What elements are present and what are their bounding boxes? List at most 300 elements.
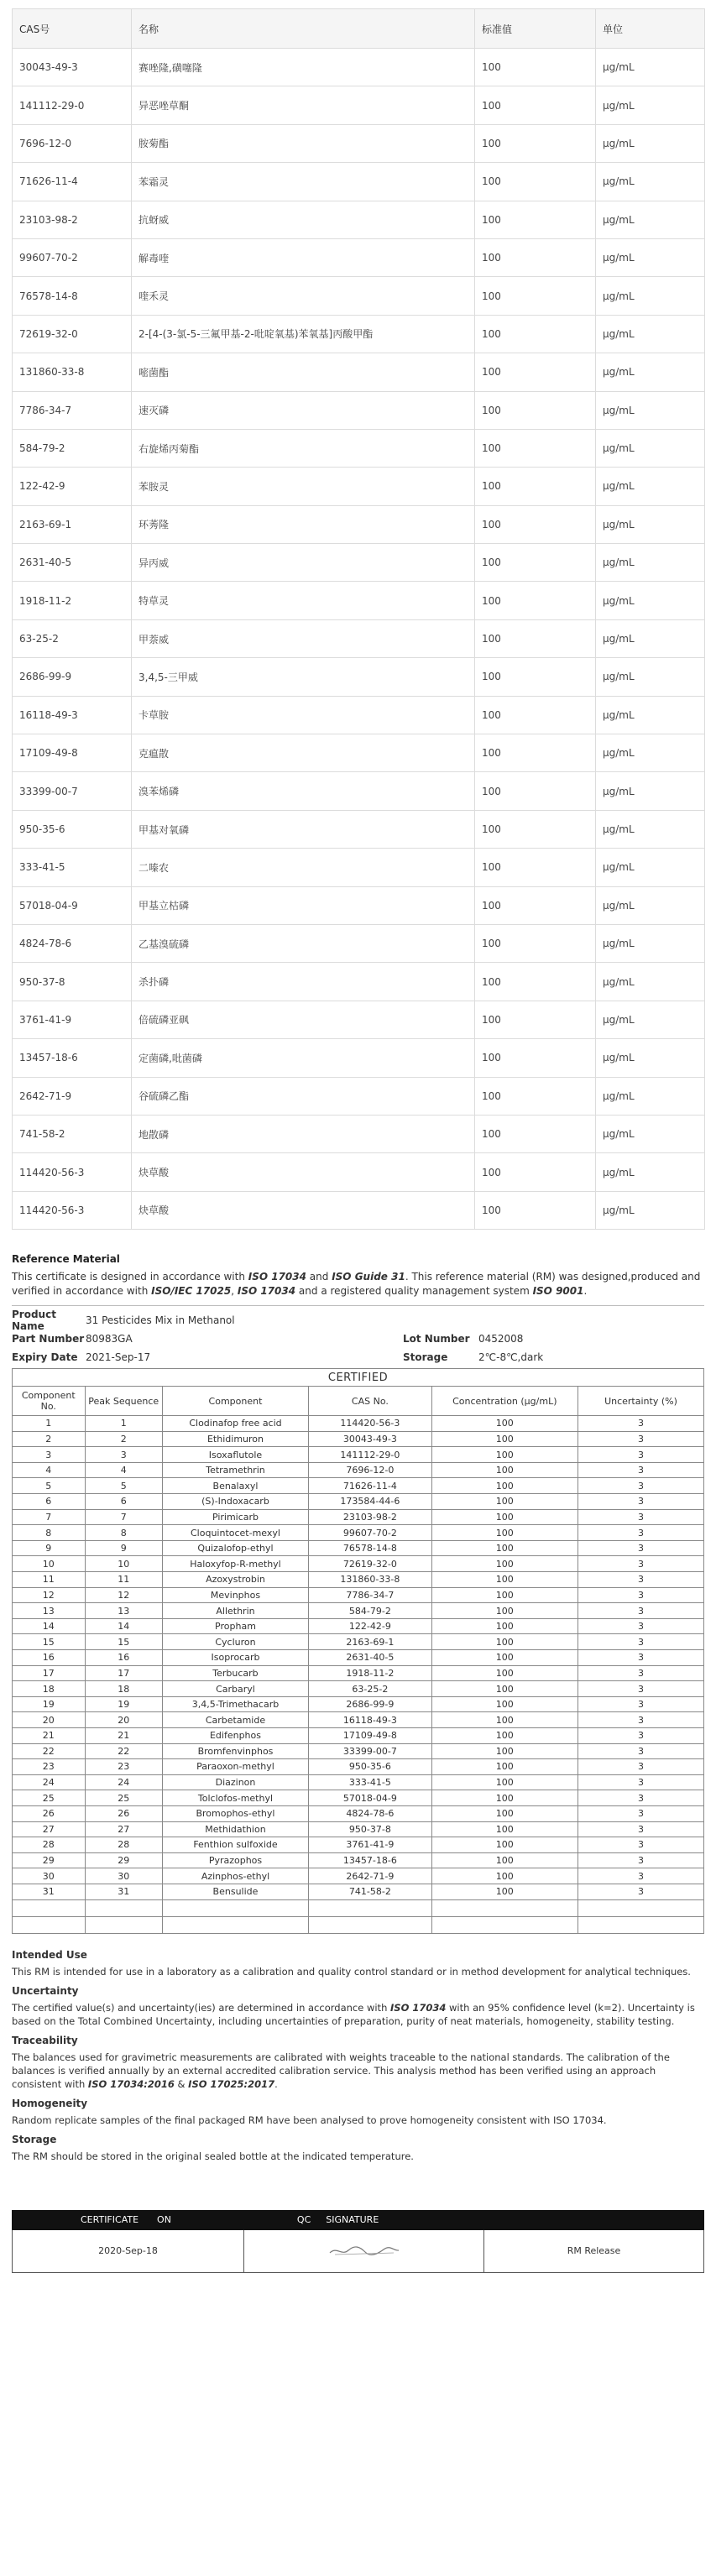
table-cell: Pirimicarb <box>162 1509 308 1525</box>
table-cell: 100 <box>475 544 596 582</box>
table-cell: 100 <box>475 849 596 886</box>
table-cell: μg/mL <box>596 1001 705 1038</box>
table-row <box>13 1790 704 1806</box>
table-cell: 333-41-5 <box>13 849 132 886</box>
table-cell: 嘧菌酯 <box>132 353 475 391</box>
table-cell: μg/mL <box>596 86 705 124</box>
table-cell: 100 <box>475 353 596 391</box>
table-row <box>13 886 705 924</box>
table-cell: 29 <box>13 1852 86 1868</box>
table-row <box>13 163 705 201</box>
certificate <box>12 1253 704 2272</box>
table-cell: 3 <box>578 1431 703 1447</box>
table-cell: 72619-32-0 <box>13 315 132 353</box>
empty-row <box>13 1899 704 1916</box>
table-cell: μg/mL <box>596 849 705 886</box>
table-cell: 3 <box>578 1572 703 1588</box>
table-cell: 114420-56-3 <box>13 1153 132 1191</box>
table-cell: 18 <box>85 1681 162 1697</box>
table-cell: Quizalofop-ethyl <box>162 1540 308 1556</box>
table-cell: Mevinphos <box>162 1587 308 1603</box>
table-cell: 3 <box>578 1650 703 1666</box>
expiry-date-label: Expiry Date <box>12 1351 78 1364</box>
table-row <box>13 201 705 238</box>
table-cell: 13 <box>13 1603 86 1619</box>
table-row <box>13 1509 704 1525</box>
table-cell: 2642-71-9 <box>13 1077 132 1115</box>
table-cell: μg/mL <box>596 391 705 429</box>
table-cell: 右旋烯丙菊酯 <box>132 429 475 467</box>
table-cell: 9 <box>13 1540 86 1556</box>
table-cell: 甲基对氧磷 <box>132 810 475 848</box>
table-cell: 3 <box>578 1696 703 1712</box>
table-cell: 63-25-2 <box>13 619 132 657</box>
table-row <box>13 1727 704 1743</box>
table-cell: 99607-70-2 <box>309 1525 432 1541</box>
empty-cell <box>309 1899 432 1916</box>
info-sections <box>12 1949 704 2163</box>
table-cell: Paraoxon-methyl <box>162 1759 308 1775</box>
traceability-text: The balances used for gravimetric measurements are calibrated with weights traceable to the national standards. The calibration of the balances is verified annually by an external accredited calibration service. This analysis method has been verified using an approach consistent with ISO 17034:2016 & ISO 17025:2017. <box>12 2051 670 2090</box>
table-cell: μg/mL <box>596 544 705 582</box>
table-cell: 950-35-6 <box>309 1759 432 1775</box>
table-cell: 100 <box>475 238 596 276</box>
table-cell: 16 <box>85 1650 162 1666</box>
table-cell: μg/mL <box>596 924 705 962</box>
table-cell: 100 <box>431 1462 578 1478</box>
table-cell: 4 <box>85 1462 162 1478</box>
part-number-value: 80983GA <box>86 1333 133 1345</box>
table-cell: 100 <box>475 49 596 86</box>
homogeneity-title: Homogeneity <box>12 2097 88 2109</box>
table-cell: μg/mL <box>596 238 705 276</box>
table-row <box>13 1821 704 1837</box>
table-cell: μg/mL <box>596 163 705 201</box>
table-cell: 8 <box>85 1525 162 1541</box>
table-cell: 31 <box>85 1884 162 1899</box>
table-row <box>13 582 705 619</box>
table-cell: 333-41-5 <box>309 1774 432 1790</box>
table-cell: 100 <box>431 1681 578 1697</box>
table-row <box>13 963 705 1001</box>
table-cell: 72619-32-0 <box>309 1556 432 1572</box>
table-row <box>13 1712 704 1728</box>
table-cell: 122-42-9 <box>309 1618 432 1634</box>
table-cell: 100 <box>431 1618 578 1634</box>
table-cell: 环莠隆 <box>132 505 475 543</box>
table-cell: 2 <box>85 1431 162 1447</box>
table-cell: 7696-12-0 <box>309 1462 432 1478</box>
table-cell: 741-58-2 <box>309 1884 432 1899</box>
table-cell: 4824-78-6 <box>13 924 132 962</box>
footer-row <box>12 2230 704 2273</box>
table-cell: 3 <box>578 1774 703 1790</box>
table-row <box>13 1805 704 1821</box>
table-row <box>13 772 705 810</box>
certified-header: Component No. <box>13 1387 86 1416</box>
table-row <box>13 391 705 429</box>
table-cell: 3 <box>578 1509 703 1525</box>
table-cell: 8 <box>13 1525 86 1541</box>
table-cell: 173584-44-6 <box>309 1494 432 1510</box>
reference-material-text: This certificate is designed in accordance with ISO 17034 and ISO Guide 31. This reference material (RM) was designed,produced and verified in accordance with ISO/IEC 17025, ISO 17034 and a registered quality management system ISO 9001. <box>12 1271 701 1298</box>
table-cell: 21 <box>13 1727 86 1743</box>
table-cell: 30043-49-3 <box>13 49 132 86</box>
table-row <box>13 658 705 696</box>
table-row <box>13 1696 704 1712</box>
table-cell: 100 <box>475 429 596 467</box>
table-row <box>13 544 705 582</box>
intended-use-text: This RM is intended for use in a laboratory as a calibration and quality control standard or in method development for analytical techniques. <box>12 1965 691 1978</box>
table-cell: 741-58-2 <box>13 1115 132 1152</box>
table-cell: 100 <box>431 1852 578 1868</box>
empty-cell <box>162 1916 308 1933</box>
table-cell: 100 <box>431 1743 578 1759</box>
table-cell: 57018-04-9 <box>13 886 132 924</box>
table-row <box>13 1431 704 1447</box>
table-cell: 17 <box>13 1665 86 1681</box>
table-cell: 28 <box>13 1837 86 1853</box>
table-cell: 7696-12-0 <box>13 124 132 162</box>
table-cell: μg/mL <box>596 1039 705 1077</box>
table-cell: μg/mL <box>596 124 705 162</box>
table-cell: Azinphos-ethyl <box>162 1868 308 1884</box>
table-cell: 3 <box>578 1603 703 1619</box>
table-cell: 7786-34-7 <box>309 1587 432 1603</box>
table-cell: 4 <box>13 1462 86 1478</box>
table-cell: 异丙威 <box>132 544 475 582</box>
table-cell: 3 <box>578 1759 703 1775</box>
table-cell: 122-42-9 <box>13 468 132 505</box>
table-cell: 3 <box>578 1494 703 1510</box>
table-cell: 10 <box>85 1556 162 1572</box>
table-cell: 100 <box>431 1650 578 1666</box>
table-cell: 2631-40-5 <box>13 544 132 582</box>
table-cell: 23 <box>85 1759 162 1775</box>
table-cell: Bromophos-ethyl <box>162 1805 308 1821</box>
table-cell: 3 <box>578 1462 703 1478</box>
table-cell: 2163-69-1 <box>13 505 132 543</box>
table-cell: 卡草胺 <box>132 696 475 734</box>
table-cell: 100 <box>431 1416 578 1432</box>
table-cell: 15 <box>85 1634 162 1650</box>
table-row <box>13 1001 705 1038</box>
table-cell: μg/mL <box>596 505 705 543</box>
table-cell: 21 <box>85 1727 162 1743</box>
table-cell: 20 <box>85 1712 162 1728</box>
table-cell: 100 <box>475 201 596 238</box>
table-cell: 3 <box>578 1634 703 1650</box>
table-cell: 30043-49-3 <box>309 1431 432 1447</box>
table-cell: μg/mL <box>596 468 705 505</box>
table-cell: 11 <box>85 1572 162 1588</box>
table-cell: 100 <box>431 1509 578 1525</box>
table-cell: 27 <box>13 1821 86 1837</box>
table-cell: 3 <box>578 1712 703 1728</box>
table-cell: 100 <box>475 124 596 162</box>
table-cell: 20 <box>13 1712 86 1728</box>
table-cell: 2-[4-(3-氯-5-三氟甲基-2-吡啶氧基)苯氧基]丙酸甲酯 <box>132 315 475 353</box>
table-cell: 3 <box>578 1790 703 1806</box>
table-cell: 100 <box>431 1634 578 1650</box>
table-row <box>13 1191 705 1229</box>
table-cell: Haloxyfop-R-methyl <box>162 1556 308 1572</box>
table-cell: 3 <box>578 1416 703 1432</box>
table-cell: 100 <box>431 1805 578 1821</box>
table-cell: 3 <box>578 1821 703 1837</box>
table-row <box>13 353 705 391</box>
table-cell: 7 <box>85 1509 162 1525</box>
intended-use-title: Intended Use <box>12 1948 87 1961</box>
table-cell: 950-35-6 <box>13 810 132 848</box>
table-cell: 100 <box>431 1790 578 1806</box>
table-cell: 3 <box>578 1868 703 1884</box>
table-cell: Terbucarb <box>162 1665 308 1681</box>
table-row <box>13 810 705 848</box>
part-lot-row <box>12 1330 704 1348</box>
table-cell: 3761-41-9 <box>309 1837 432 1853</box>
part-number-label: Part Number <box>12 1333 85 1345</box>
table-cell: 3 <box>578 1665 703 1681</box>
table-cell: 28 <box>85 1837 162 1853</box>
table-cell: 3 <box>578 1805 703 1821</box>
table-cell: 3,4,5-三甲威 <box>132 658 475 696</box>
table-cell: 100 <box>475 810 596 848</box>
homogeneity-text: Random replicate samples of the final packaged RM have been analysed to prove homogeneity consistent with ISO 17034. <box>12 2114 607 2126</box>
table-cell: 3 <box>578 1618 703 1634</box>
table-row <box>13 86 705 124</box>
table-cell: 异恶唑草酮 <box>132 86 475 124</box>
table-cell: 100 <box>431 1587 578 1603</box>
empty-cell <box>13 1916 86 1933</box>
table-cell: 100 <box>431 1884 578 1899</box>
table-cell: 9 <box>85 1540 162 1556</box>
table-cell: 2686-99-9 <box>309 1696 432 1712</box>
table-cell: 30 <box>85 1868 162 1884</box>
footer-head-certificate: CERTIFICATE <box>81 2214 139 2226</box>
table-row <box>13 1153 705 1191</box>
table-cell: μg/mL <box>596 619 705 657</box>
table-cell: μg/mL <box>596 1077 705 1115</box>
table-cell: 定菌磷,吡菌磷 <box>132 1039 475 1077</box>
table-cell: 3 <box>13 1447 86 1463</box>
table-cell: 33399-00-7 <box>309 1743 432 1759</box>
table-cell: 19 <box>13 1696 86 1712</box>
table-cell: 速灭磷 <box>132 391 475 429</box>
table-cell: 7 <box>13 1509 86 1525</box>
signature-icon <box>327 2243 402 2260</box>
table-cell: 3 <box>85 1447 162 1463</box>
table-cell: Azoxystrobin <box>162 1572 308 1588</box>
table-cell: 100 <box>431 1774 578 1790</box>
table-cell: 炔草酸 <box>132 1153 475 1191</box>
table-cell: 950-37-8 <box>13 963 132 1001</box>
table-cell: 1 <box>85 1416 162 1432</box>
table-cell: 地散磷 <box>132 1115 475 1152</box>
table-cell: 6 <box>85 1494 162 1510</box>
table-cell: 特草灵 <box>132 582 475 619</box>
table-cell: 100 <box>431 1431 578 1447</box>
footer-header <box>12 2210 704 2230</box>
table-cell: 1918-11-2 <box>13 582 132 619</box>
table-cell: μg/mL <box>596 353 705 391</box>
storage-title: Storage <box>12 2133 57 2145</box>
table-cell: 76578-14-8 <box>309 1540 432 1556</box>
uncertainty-text: The certified value(s) and uncertainty(ies) are determined in accordance with ISO 17034 with an 95% confidence level (k=2). Uncertainty is based on the Total Combined Uncertainty, including uncertainties of preparation, purity of neat materials, homogeneity, stability testing. <box>12 2001 695 2027</box>
table-cell: 29 <box>85 1852 162 1868</box>
table-cell: 100 <box>475 772 596 810</box>
product-name-label: Product Name <box>12 1309 56 1333</box>
table-row <box>13 849 705 886</box>
table-cell: 100 <box>475 1039 596 1077</box>
table-cell: Ethidimuron <box>162 1431 308 1447</box>
table-cell: 100 <box>475 924 596 962</box>
table-cell: 杀扑磷 <box>132 963 475 1001</box>
table-cell: 4824-78-6 <box>309 1805 432 1821</box>
table-cell: Bensulide <box>162 1884 308 1899</box>
table-cell: 25 <box>13 1790 86 1806</box>
table-cell: 10 <box>13 1556 86 1572</box>
table-cell: 甲萘威 <box>132 619 475 657</box>
table-cell: 甲基立枯磷 <box>132 886 475 924</box>
table-cell: 5 <box>13 1478 86 1494</box>
table-cell: 二嗪农 <box>132 849 475 886</box>
table-cell: μg/mL <box>596 658 705 696</box>
empty-cell <box>85 1899 162 1916</box>
certified-table <box>12 1368 704 1933</box>
empty-cell <box>431 1899 578 1916</box>
table-cell: 100 <box>475 391 596 429</box>
table-cell: 27 <box>85 1821 162 1837</box>
table-cell: 3 <box>578 1540 703 1556</box>
table-cell: 炔草酸 <box>132 1191 475 1229</box>
table-cell: 100 <box>475 658 596 696</box>
table-cell: Pyrazophos <box>162 1852 308 1868</box>
table-cell: 100 <box>475 1153 596 1191</box>
table-row <box>13 468 705 505</box>
lot-number-value: 0452008 <box>478 1333 524 1345</box>
uncertainty-title: Uncertainty <box>12 1984 79 1997</box>
table-cell: Propham <box>162 1618 308 1634</box>
table-cell: 13457-18-6 <box>309 1852 432 1868</box>
table-cell: Clodinafop free acid <box>162 1416 308 1432</box>
table-cell: 1918-11-2 <box>309 1665 432 1681</box>
table-cell: 22 <box>85 1743 162 1759</box>
table-cell: 乙基溴硫磷 <box>132 924 475 962</box>
table-cell: 584-79-2 <box>13 429 132 467</box>
table-cell: 22 <box>13 1743 86 1759</box>
table-row <box>13 124 705 162</box>
table-row <box>13 315 705 353</box>
table-cell: 100 <box>431 1525 578 1541</box>
table-cell: 100 <box>431 1727 578 1743</box>
table-cell: 100 <box>475 505 596 543</box>
table-cell: 6 <box>13 1494 86 1510</box>
table-row <box>13 1556 704 1572</box>
table-row <box>13 277 705 315</box>
table-cell: μg/mL <box>596 1191 705 1229</box>
reference-material-title: Reference Material <box>12 1253 120 1266</box>
table-row <box>13 1759 704 1775</box>
table-cell: Bromfenvinphos <box>162 1743 308 1759</box>
empty-cell <box>309 1916 432 1933</box>
table-row <box>13 1478 704 1494</box>
table-cell: 100 <box>475 963 596 1001</box>
table-cell: 100 <box>475 734 596 772</box>
table-cell: 14 <box>85 1618 162 1634</box>
table-cell: 100 <box>475 886 596 924</box>
table-row <box>13 1540 704 1556</box>
table-cell: 11 <box>13 1572 86 1588</box>
table-cell: 141112-29-0 <box>309 1447 432 1463</box>
table-cell: 71626-11-4 <box>13 163 132 201</box>
certified-header: Uncertainty (%) <box>578 1387 703 1416</box>
table-cell: 100 <box>431 1821 578 1837</box>
table-cell: Isoxaflutole <box>162 1447 308 1463</box>
table-cell: 2 <box>13 1431 86 1447</box>
certified-header: Concentration (μg/mL) <box>431 1387 578 1416</box>
table-cell: Tolclofos-methyl <box>162 1790 308 1806</box>
table-cell: 12 <box>13 1587 86 1603</box>
table-cell: 100 <box>431 1603 578 1619</box>
table-cell: 抗蚜威 <box>132 201 475 238</box>
table-cell: μg/mL <box>596 49 705 86</box>
table-row <box>13 49 705 86</box>
table-cell: μg/mL <box>596 1153 705 1191</box>
table-cell: 100 <box>475 163 596 201</box>
table-cell: 24 <box>13 1774 86 1790</box>
table-cell: 584-79-2 <box>309 1603 432 1619</box>
table-row <box>13 1634 704 1650</box>
table-cell: Methidathion <box>162 1821 308 1837</box>
table-cell: 3 <box>578 1447 703 1463</box>
table-cell: Cloquintocet-mexyl <box>162 1525 308 1541</box>
table-cell: 100 <box>431 1665 578 1681</box>
table-cell: 12 <box>85 1587 162 1603</box>
table-cell: μg/mL <box>596 696 705 734</box>
table-row <box>13 924 705 962</box>
table-cell: 3 <box>578 1852 703 1868</box>
table-cell: 57018-04-9 <box>309 1790 432 1806</box>
table-cell: 100 <box>431 1540 578 1556</box>
table-cell: 131860-33-8 <box>309 1572 432 1588</box>
storage-label: Storage <box>403 1351 448 1364</box>
table-cell: Cycluron <box>162 1634 308 1650</box>
table-cell: 114420-56-3 <box>309 1416 432 1432</box>
table-cell: 3 <box>578 1884 703 1899</box>
table-cell: 100 <box>431 1868 578 1884</box>
table-row <box>13 505 705 543</box>
table-cell: 100 <box>475 1001 596 1038</box>
table-cell: μg/mL <box>596 201 705 238</box>
table-cell: 26 <box>85 1805 162 1821</box>
table-row <box>13 1837 704 1853</box>
table-row <box>13 1039 705 1077</box>
table-cell: 99607-70-2 <box>13 238 132 276</box>
table-cell: 3 <box>578 1837 703 1853</box>
table-row <box>13 1650 704 1666</box>
table-cell: 100 <box>475 277 596 315</box>
standard-values-table <box>12 8 705 1230</box>
table-cell: 3761-41-9 <box>13 1001 132 1038</box>
table-cell: 3 <box>578 1727 703 1743</box>
table-row <box>13 1852 704 1868</box>
table-row <box>13 1462 704 1478</box>
table-cell: 950-37-8 <box>309 1821 432 1837</box>
table-row <box>13 1681 704 1697</box>
table-cell: μg/mL <box>596 1115 705 1152</box>
table-cell: 100 <box>475 696 596 734</box>
